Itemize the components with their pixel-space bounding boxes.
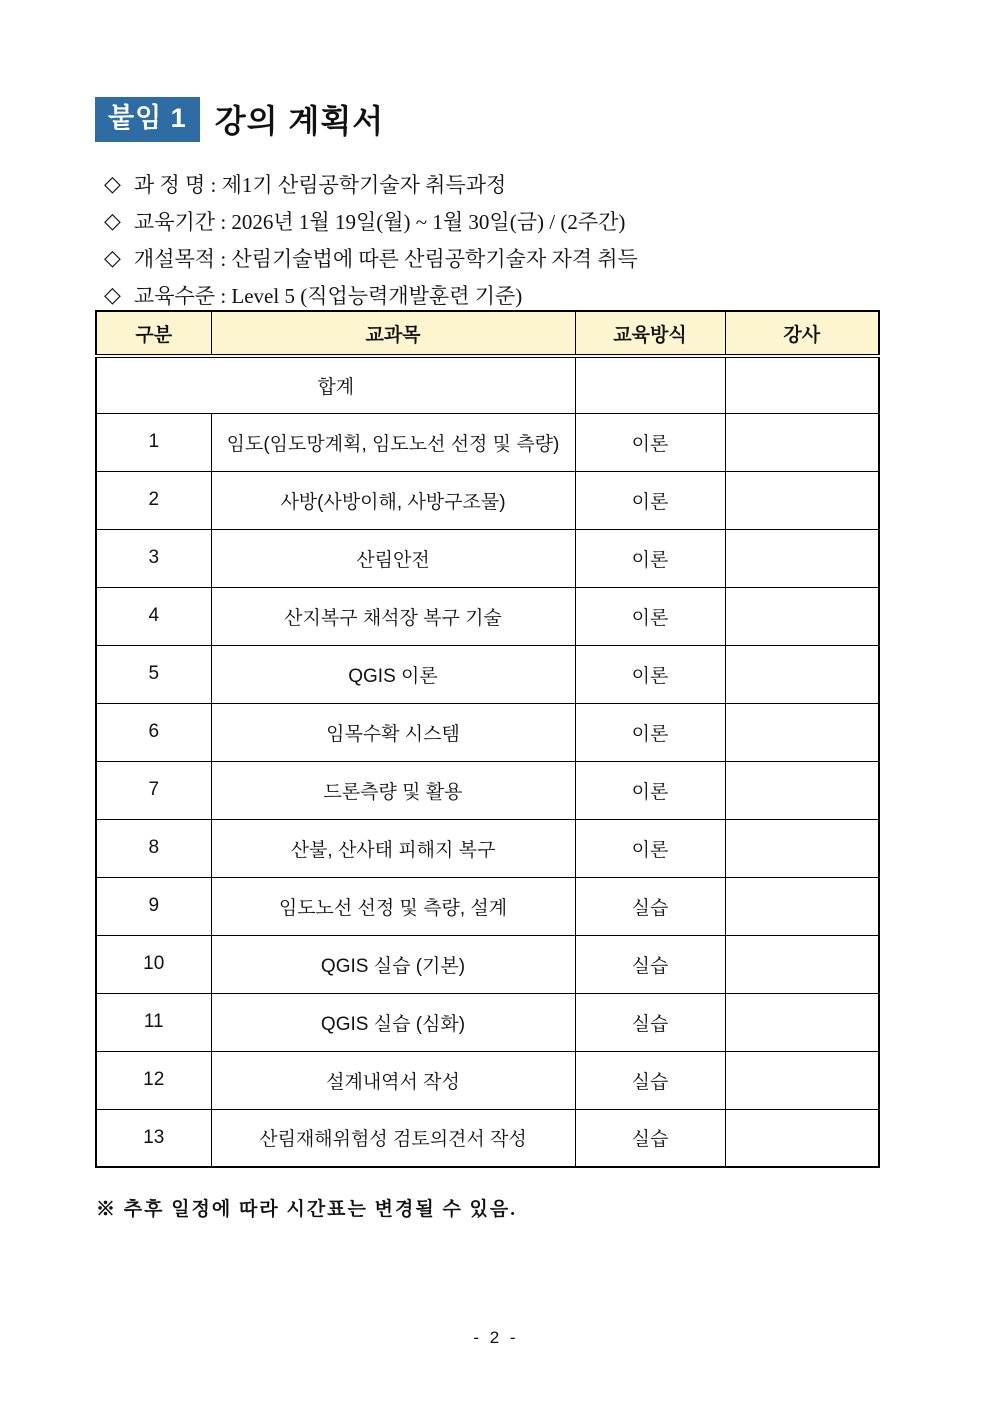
method-cell: 이론 <box>575 761 725 819</box>
info-text: 개설목적 : 산림기술법에 따른 산림공학기술자 자격 취득 <box>133 246 638 271</box>
page-title: 강의 계획서 <box>214 103 385 139</box>
instructor-cell <box>725 703 879 761</box>
subject-cell: QGIS 실습 (기본) <box>211 935 575 993</box>
row-number-cell: 3 <box>96 529 211 587</box>
method-cell: 이론 <box>575 645 725 703</box>
document-header <box>95 96 384 142</box>
instructor-cell <box>725 877 879 935</box>
table-row <box>96 877 879 935</box>
row-number-cell: 4 <box>96 587 211 645</box>
subject-cell: 산지복구 채석장 복구 기술 <box>211 587 575 645</box>
subject-cell: QGIS 실습 (심화) <box>211 993 575 1051</box>
table-row <box>96 761 879 819</box>
subject-cell: 합계 <box>96 356 575 413</box>
table-header-row <box>96 311 879 356</box>
subject-cell: 임목수확 시스템 <box>211 703 575 761</box>
instructor-cell <box>725 471 879 529</box>
method-cell: 실습 <box>575 935 725 993</box>
row-number-cell: 9 <box>96 877 211 935</box>
row-number-cell: 2 <box>96 471 211 529</box>
table-row <box>96 587 879 645</box>
diamond-bullet-icon: ◇ <box>104 244 121 270</box>
instructor-cell <box>725 587 879 645</box>
table-row <box>96 819 879 877</box>
table-row <box>96 993 879 1051</box>
instructor-cell <box>725 935 879 993</box>
instructor-cell <box>725 645 879 703</box>
curriculum-table <box>95 310 880 1168</box>
subject-cell: 산불, 산사태 피해지 복구 <box>211 819 575 877</box>
subject-cell: 산림안전 <box>211 529 575 587</box>
subject-cell: 드론측량 및 활용 <box>211 761 575 819</box>
instructor-cell <box>725 819 879 877</box>
info-item-course-period <box>104 202 904 239</box>
table-row <box>96 471 879 529</box>
row-number-cell: 11 <box>96 993 211 1051</box>
diamond-bullet-icon: ◇ <box>104 207 121 233</box>
instructor-cell <box>725 1051 879 1109</box>
subject-cell: 임도노선 선정 및 측량, 설계 <box>211 877 575 935</box>
instructor-cell <box>725 413 879 471</box>
instructor-cell <box>725 761 879 819</box>
table-row <box>96 645 879 703</box>
info-item-course-name <box>104 165 904 202</box>
instructor-cell <box>725 529 879 587</box>
header-cell-category: 구분 <box>96 311 211 356</box>
header-cell-instructor: 강사 <box>725 311 879 356</box>
info-text: 교육기간 : 2026년 1월 19일(월) ~ 1월 30일(금) / (2주간) <box>133 209 626 234</box>
table-row <box>96 1109 879 1167</box>
instructor-cell <box>725 993 879 1051</box>
table-row <box>96 703 879 761</box>
method-cell: 실습 <box>575 1109 725 1167</box>
method-cell <box>575 356 725 413</box>
row-number-cell: 7 <box>96 761 211 819</box>
method-cell: 이론 <box>575 529 725 587</box>
header-cell-subject: 교과목 <box>211 311 575 356</box>
method-cell: 이론 <box>575 587 725 645</box>
subject-cell: 설계내역서 작성 <box>211 1051 575 1109</box>
method-cell: 이론 <box>575 703 725 761</box>
diamond-bullet-icon: ◇ <box>104 281 121 307</box>
table-row <box>96 529 879 587</box>
course-info-list <box>104 165 904 313</box>
diamond-bullet-icon: ◇ <box>104 170 121 196</box>
method-cell: 이론 <box>575 413 725 471</box>
page-number: - 2 - <box>473 1328 519 1347</box>
subject-cell: QGIS 이론 <box>211 645 575 703</box>
table-row <box>96 413 879 471</box>
row-number-cell: 13 <box>96 1109 211 1167</box>
table-row-total <box>96 356 879 413</box>
row-number-cell: 12 <box>96 1051 211 1109</box>
row-number-cell: 5 <box>96 645 211 703</box>
row-number-cell: 10 <box>96 935 211 993</box>
method-cell: 실습 <box>575 1051 725 1109</box>
info-item-course-level <box>104 276 904 313</box>
info-text: 과 정 명 : 제1기 산림공학기술자 취득과정 <box>133 172 507 197</box>
row-number-cell: 6 <box>96 703 211 761</box>
subject-cell: 사방(사방이해, 사방구조물) <box>211 471 575 529</box>
method-cell: 이론 <box>575 819 725 877</box>
method-cell: 실습 <box>575 877 725 935</box>
info-item-course-purpose <box>104 239 904 276</box>
instructor-cell <box>725 356 879 413</box>
subject-cell: 산림재해위험성 검토의견서 작성 <box>211 1109 575 1167</box>
table-row <box>96 935 879 993</box>
row-number-cell: 8 <box>96 819 211 877</box>
table-row <box>96 1051 879 1109</box>
schedule-change-footnote: ※ 추후 일정에 따라 시간표는 변경될 수 있음. <box>96 1199 518 1220</box>
header-cell-method: 교육방식 <box>575 311 725 356</box>
info-text: 교육수준 : Level 5 (직업능력개발훈련 기준) <box>133 283 523 308</box>
attachment-badge: 붙임 1 <box>95 97 200 142</box>
subject-cell: 임도(임도망계획, 임도노선 선정 및 측량) <box>211 413 575 471</box>
instructor-cell <box>725 1109 879 1167</box>
method-cell: 실습 <box>575 993 725 1051</box>
row-number-cell: 1 <box>96 413 211 471</box>
method-cell: 이론 <box>575 471 725 529</box>
